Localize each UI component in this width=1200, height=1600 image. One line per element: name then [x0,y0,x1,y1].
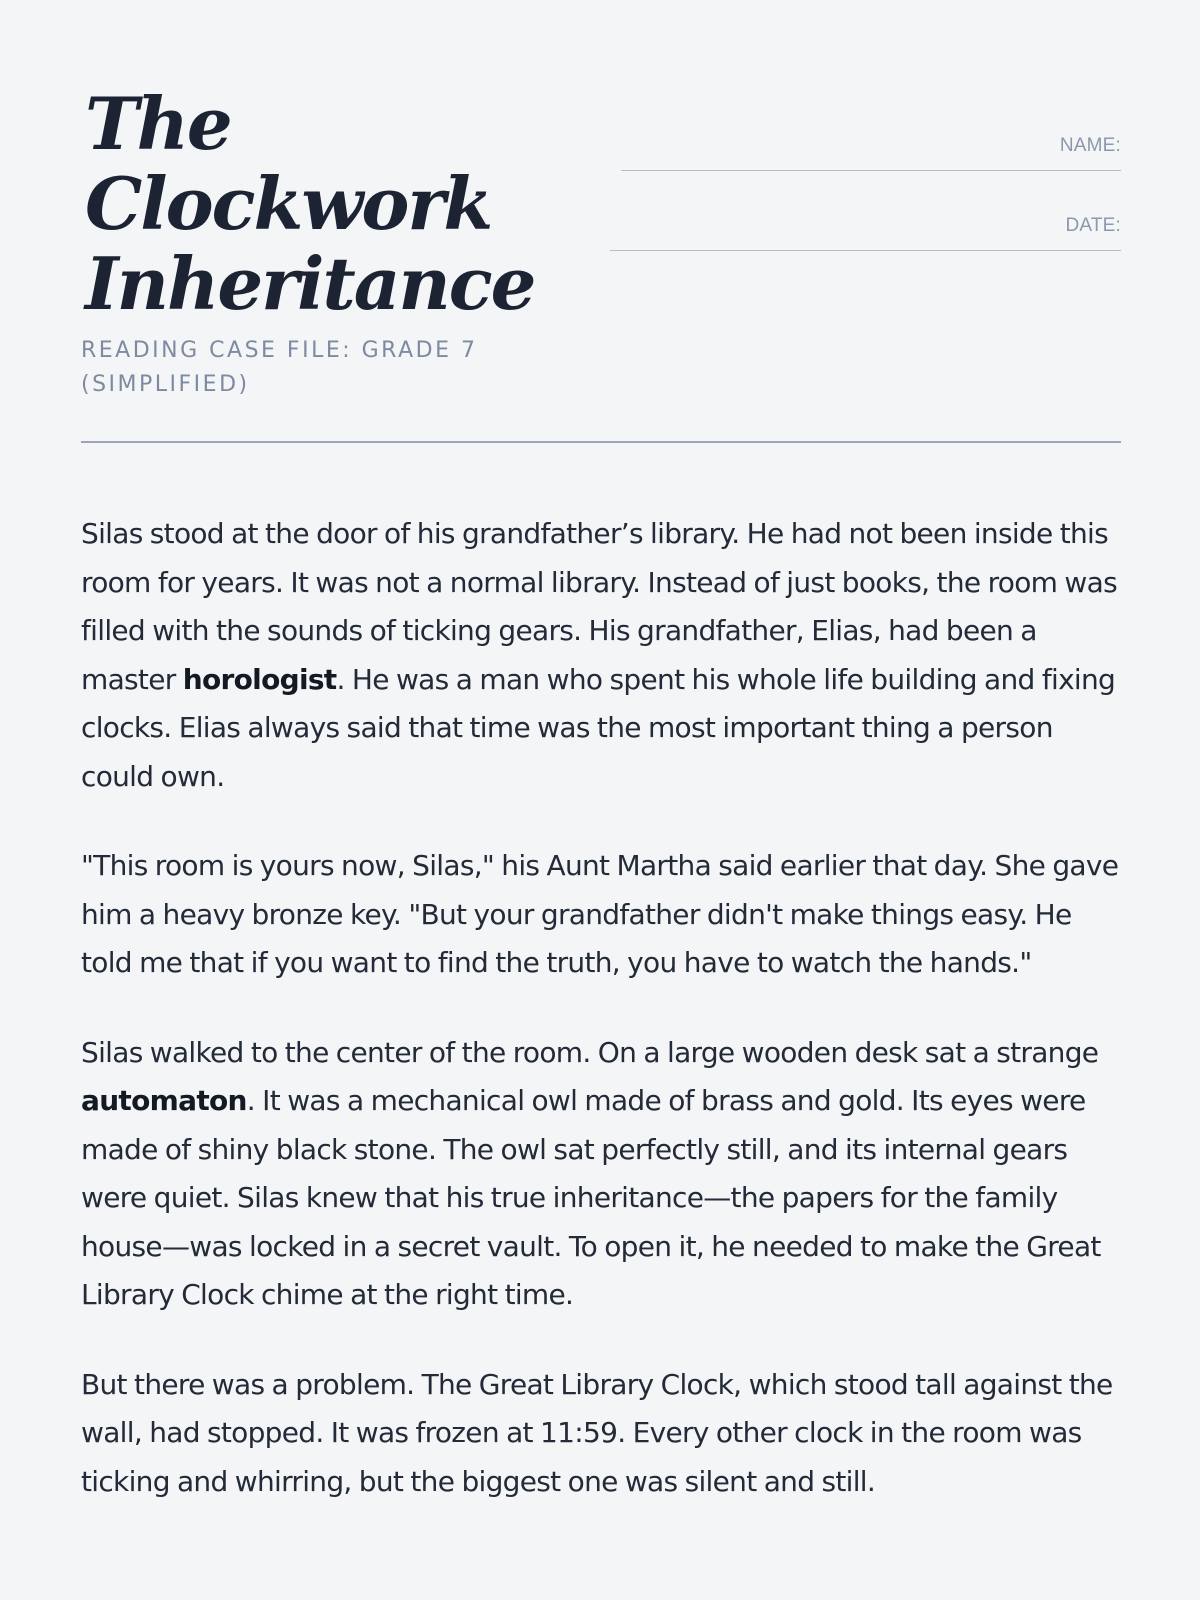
paragraph-3-end: . It was a mechanical owl made of brass and gold. Its eyes were made of shiny black stone. The owl sat perfectly still, and its internal gears were quiet. Silas knew that his true inheritance—the papers for the family house—was locked in a secret vault. To open it, he needed to make the Great Library Clock chime at the right time. [81,1084,1101,1311]
worksheet-header [81,81,1121,444]
case-file-subtitle: READING CASE FILE: GRADE 7 (SIMPLIFIED) [81,338,478,397]
name-label: NAME: [1059,135,1121,156]
paragraph-3-start: Silas walked to the center of the room. On a large wooden desk sat a strange [81,1035,1099,1069]
date-field[interactable] [610,214,1121,251]
paragraph-1 [81,510,1121,801]
title-line-2: Clockwork [85,161,492,246]
title-line-1: The [85,81,231,166]
name-writing-line[interactable] [621,170,1121,171]
title-line-3: Inheritance [85,241,535,326]
paragraph-3 [81,1029,1121,1320]
story-body [81,510,1121,1547]
header-divider [81,441,1121,443]
vocab-term-horologist: horologist [182,662,337,696]
paragraph-2: "This room is yours now, Silas," his Aunt Martha said earlier that day. She gave him a heavy bronze key. "But your grandfather didn't make things easy. He told me that if you want to find the truth, you have to watch the hands." [81,849,1119,979]
date-writing-line[interactable] [610,250,1121,251]
date-label: DATE: [1065,215,1121,236]
paragraph-4: But there was a problem. The Great Library Clock, which stood tall against the wall, had stopped. It was frozen at 11:59. Every other clock in the room was ticking and whirring, but the biggest one was silent and still. [81,1367,1113,1498]
paragraph-1-end: . He was a man who spent his whole life building and fixing clocks. Elias always said that time was the most important thing a person could own. [81,662,1116,793]
paragraph-1-start: Silas stood at the door of his grandfather’s library. He had not been inside this room for years. It was not a normal library. Instead of just books, the room was filled with the sounds of ticking gears. His grandfather, Elias, had been a master [81,517,1117,696]
worksheet-page [81,0,1121,1600]
story-title [85,81,605,326]
vocab-term-automaton: automaton [81,1084,247,1117]
name-field[interactable] [621,134,1121,171]
